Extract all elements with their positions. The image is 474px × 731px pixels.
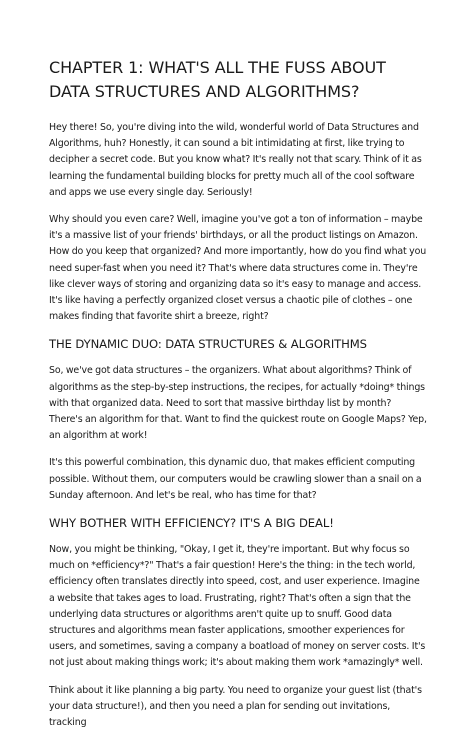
dynamic-duo-paragraph-2: It's this powerful combination, this dynamic duo, that makes efficient computing possible. Without them, our computers would be crawling slower than a snail on a Sunday afternoon. And let's be real, who has time for that? (49, 457, 422, 501)
section-heading-efficiency: WHY BOTHER WITH EFFICIENCY? IT'S A BIG DEAL! (49, 516, 334, 531)
section-heading-dynamic-duo: THE DYNAMIC DUO: DATA STRUCTURES & ALGORITHMS (49, 337, 367, 352)
document-page (49, 56, 427, 731)
intro-paragraph-2: Why should you even care? Well, imagine you've got a ton of information – maybe it's a massive list of your friends' birthdays, or all the product listings on Amazon. How do you keep that organized? And more importantly, how do you find what you need super-fast when you need it? That's where data structures come in. They're like clever ways of storing and organizing data so it's easy to manage and access. It's like having a perfectly organized closet versus a chaotic pile of clothes – one makes finding that favorite shirt a breeze, right? (49, 214, 427, 323)
efficiency-paragraph-2: Think about it like planning a big party. You need to organize your guest list (that's your data structure!), and then you need a plan for sending out invitations, tracking (49, 684, 422, 729)
dynamic-duo-paragraph-1: So, we've got data structures – the organizers. What about algorithms? Think of algorithms as the step-by-step instructions, the recipes, for actually *doing* things with that organized data. Need to sort that massive birthday list by month? There's an algorithm for that. Want to find the quickest route on Google Maps? Yep, an algorithm at work! (49, 365, 427, 442)
chapter-title: CHAPTER 1: WHAT'S ALL THE FUSS ABOUT DATA STRUCTURES AND ALGORITHMS? (49, 58, 386, 101)
efficiency-paragraph-1: Now, you might be thinking, "Okay, I get it, they're important. But why focus so much on *efficiency*?" That's a fair question! Here's the thing: in the tech world, efficiency often translates directly into speed, cost, and user experience. Imagine a website that takes ages to load. Frustrating, right? That's often a sign that the underlying data structures or algorithms aren't quite up to snuff. Good data structures and algorithms mean faster applications, smoother experiences for users, and sometimes, saving a company a boatload of money on server costs. It's not just about making things work; it's about making them work *amazingly* well. (49, 544, 426, 669)
intro-paragraph-1: Hey there! So, you're diving into the wild, wonderful world of Data Structures and Algorithms, huh? Honestly, it can sound a bit intimidating at first, like trying to decipher a secret code. But you know what? It's really not that scary. Think of it as learning the fundamental building blocks for pretty much all of the cool software and apps we use every single day. Seriously! (49, 122, 422, 198)
